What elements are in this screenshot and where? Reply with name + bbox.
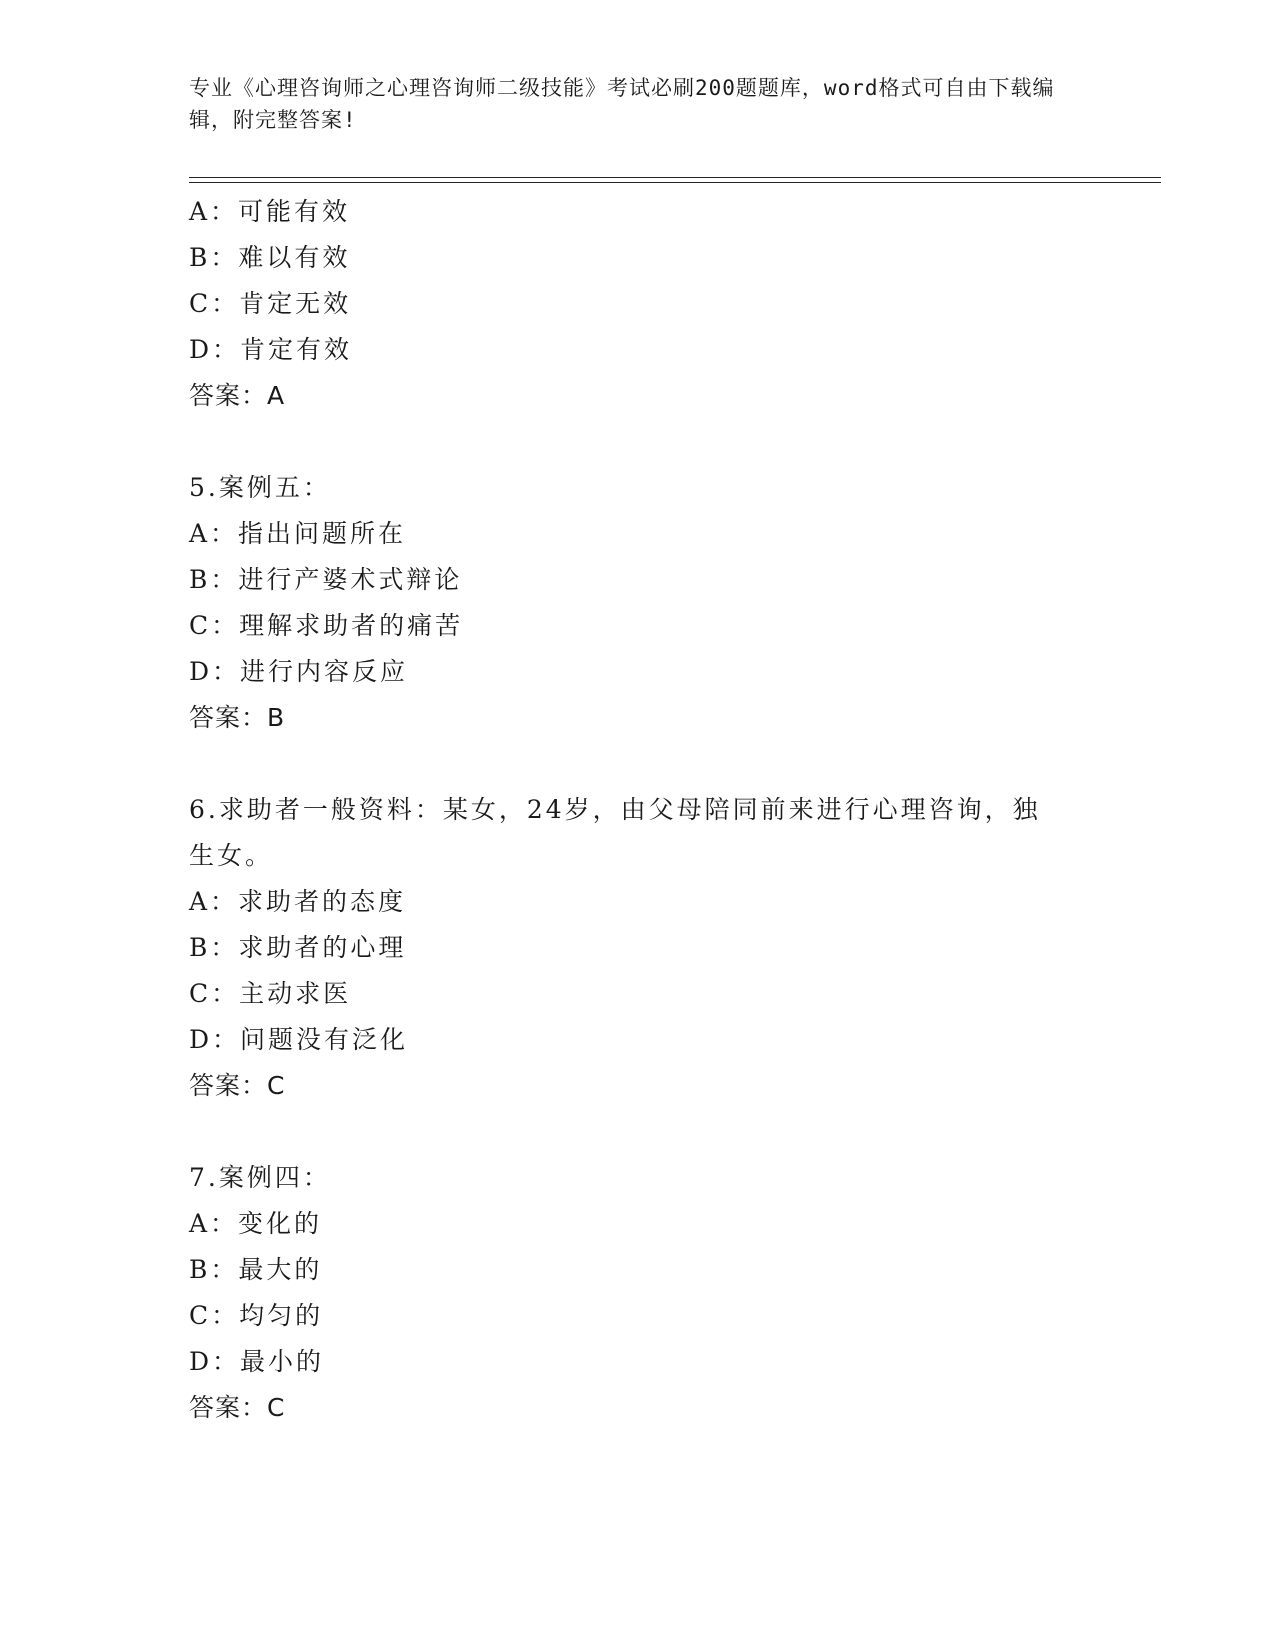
spacer (189, 741, 1089, 787)
header-divider-bottom (189, 182, 1161, 183)
option-c: C：肯定无效 (189, 289, 352, 318)
option-b: B：进行产婆术式辩论 (189, 565, 463, 594)
answer-line: 答案：A (189, 381, 286, 410)
option-d: D：问题没有泛化 (189, 1025, 409, 1054)
option-a: A：可能有效 (189, 197, 351, 226)
option-a: A：求助者的态度 (189, 887, 407, 916)
answer-line: 答案：C (189, 1393, 286, 1422)
option-a: A：指出问题所在 (189, 519, 407, 548)
document-header: 专业《心理咨询师之心理咨询师二级技能》考试必刷200题题库，word格式可自由下载编辑，附完整答案! (189, 76, 1055, 132)
option-b: B：求助者的心理 (189, 933, 407, 962)
question-text-continued: 生女。 (189, 841, 274, 870)
question-text: 6.求助者一般资料：某女，24岁，由父母陪同前来进行心理咨询，独 (189, 795, 1041, 824)
option-c: C：主动求医 (189, 979, 352, 1008)
spacer (189, 1109, 1089, 1155)
option-d: D：肯定有效 (189, 335, 353, 364)
option-d: D：最小的 (189, 1347, 325, 1376)
option-c: C：均匀的 (189, 1301, 324, 1330)
question-text: 7.案例四： (189, 1163, 331, 1192)
answer-line: 答案：B (189, 703, 286, 732)
option-a: A：变化的 (189, 1209, 323, 1238)
question-list (189, 189, 1089, 1431)
option-b: B：最大的 (189, 1255, 323, 1284)
spacer (189, 419, 1089, 465)
option-c: C：理解求助者的痛苦 (189, 611, 464, 640)
header-divider-top (189, 177, 1161, 178)
question-text: 5.案例五： (189, 473, 331, 502)
answer-line: 答案：C (189, 1071, 286, 1100)
option-b: B：难以有效 (189, 243, 351, 272)
option-d: D：进行内容反应 (189, 657, 409, 686)
